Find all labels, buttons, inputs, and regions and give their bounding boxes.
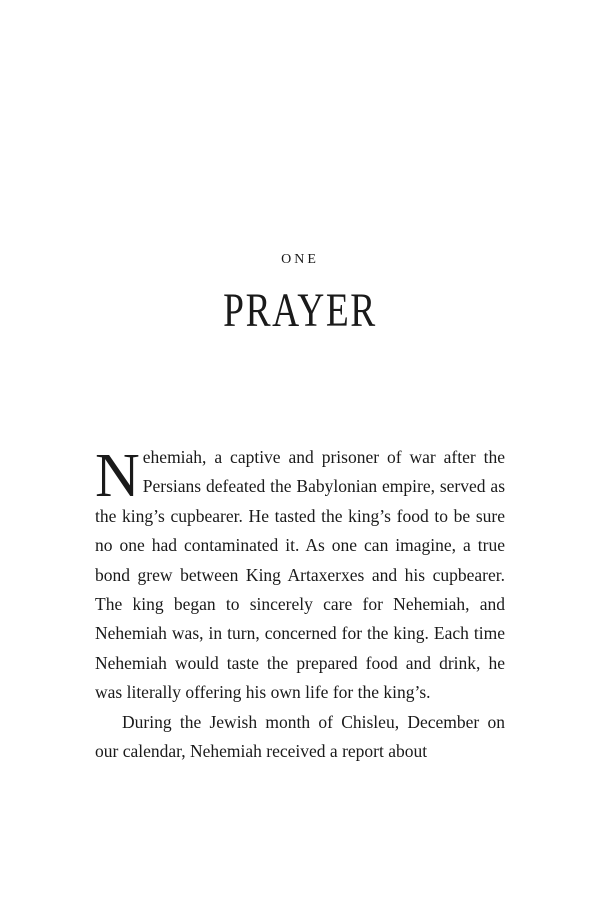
chapter-title: PRAYER — [223, 284, 377, 337]
paragraph-1 — [95, 443, 505, 708]
chapter-body — [95, 443, 505, 766]
drop-cap: N — [95, 442, 140, 510]
chapter-number: ONE — [281, 252, 319, 267]
paragraph-2: During the Jewish month of Chisleu, December on our calendar, Nehemiah received a report about — [95, 711, 505, 762]
paragraph-1-text: ehemiah, a captive and prisoner of war after the Persians defeated the Babylonian empire, served as the king’s cupbearer. He tasted the king’s food to be sure no one had contaminated it. As one can imagine, a true bond grew between King Artaxerxes and his cupbearer. The king began to sincerely care for Nehemiah, and Nehemiah was, in turn, concerned for the king. Each time Nehemiah would taste the prepared food and drink, he was literally offering his own life for the king’s. — [95, 447, 505, 703]
